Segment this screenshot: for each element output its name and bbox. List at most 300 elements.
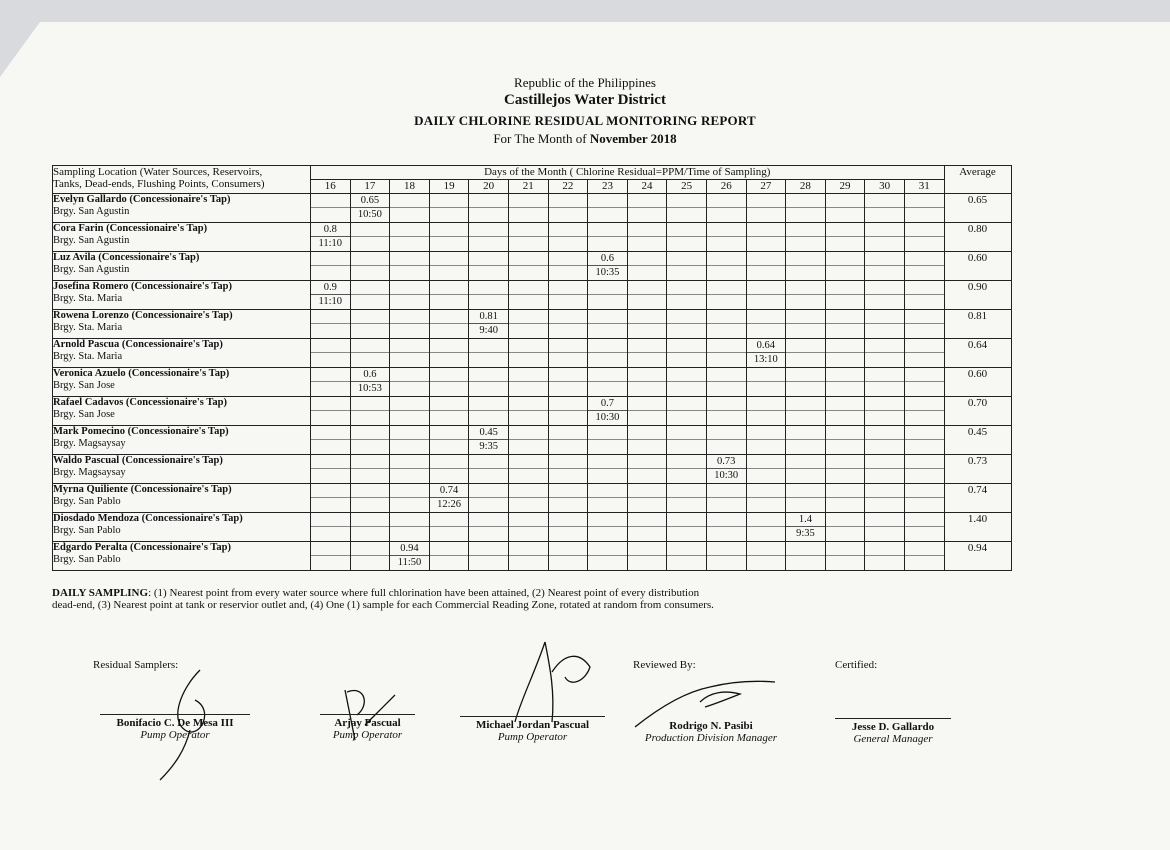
day-cell	[548, 368, 588, 397]
day-cell	[746, 339, 786, 368]
day-cell	[786, 542, 826, 571]
day-cell	[825, 194, 865, 223]
chlorine-value: 0.73	[717, 456, 736, 467]
day-cell	[429, 310, 469, 339]
table-row	[53, 252, 1012, 281]
day-cell	[311, 513, 351, 542]
sampling-location	[53, 368, 311, 397]
day-header: 21	[508, 180, 548, 194]
day-cell	[865, 455, 905, 484]
day-header: 17	[350, 180, 390, 194]
day-header: 19	[429, 180, 469, 194]
average-value: 0.60	[944, 252, 1011, 281]
day-cell	[706, 368, 746, 397]
day-cell	[825, 310, 865, 339]
day-cell	[865, 542, 905, 571]
day-cell	[429, 455, 469, 484]
day-cell	[588, 484, 628, 513]
day-cell	[627, 194, 667, 223]
day-cell	[508, 397, 548, 426]
day-cell	[667, 484, 707, 513]
day-cell	[904, 513, 944, 542]
day-cell	[865, 484, 905, 513]
day-cell	[548, 455, 588, 484]
day-cell	[350, 339, 390, 368]
sampling-location	[53, 223, 311, 252]
day-cell	[825, 252, 865, 281]
table-row	[53, 310, 1012, 339]
day-cell	[469, 513, 509, 542]
day-cell	[390, 455, 430, 484]
chlorine-value: 0.6	[363, 369, 377, 380]
day-cell	[627, 484, 667, 513]
day-cell	[469, 252, 509, 281]
consumer-name: Myrna Quiliente (Concessionaire's Tap)	[53, 484, 232, 495]
sampling-time: 10:30	[707, 468, 746, 483]
day-cell	[786, 513, 826, 542]
day-cell	[825, 484, 865, 513]
day-cell	[746, 194, 786, 223]
day-cell	[390, 426, 430, 455]
day-cell	[627, 368, 667, 397]
average-value: 0.74	[944, 484, 1011, 513]
day-cell	[588, 397, 628, 426]
day-cell	[429, 281, 469, 310]
day-cell	[706, 426, 746, 455]
day-cell	[311, 223, 351, 252]
day-cell	[429, 223, 469, 252]
barangay: Brgy. San Pablo	[53, 496, 121, 507]
day-cell	[865, 252, 905, 281]
barangay: Brgy. San Agustin	[53, 235, 130, 246]
day-cell	[429, 484, 469, 513]
day-cell	[429, 339, 469, 368]
signatory-de-mesa: Bonifacio C. De Mesa III Pump Operator	[100, 714, 250, 741]
day-cell	[627, 542, 667, 571]
day-cell	[508, 368, 548, 397]
day-cell	[390, 252, 430, 281]
day-cell	[469, 368, 509, 397]
day-cell	[627, 339, 667, 368]
barangay: Brgy. San Jose	[53, 409, 115, 420]
day-cell	[706, 455, 746, 484]
day-cell	[904, 310, 944, 339]
day-cell	[429, 513, 469, 542]
day-cell	[311, 310, 351, 339]
average-value: 0.80	[944, 223, 1011, 252]
chlorine-table	[52, 165, 1012, 571]
consumer-name: Diosdado Mendoza (Concessionaire's Tap)	[53, 513, 243, 524]
day-cell	[508, 426, 548, 455]
day-header: 27	[746, 180, 786, 194]
header-republic: Republic of the Philippines	[514, 75, 656, 90]
table-row	[53, 368, 1012, 397]
day-cell	[746, 513, 786, 542]
day-cell	[746, 223, 786, 252]
residual-samplers-label: Residual Samplers:	[93, 659, 179, 671]
day-cell	[311, 194, 351, 223]
day-cell	[865, 339, 905, 368]
day-header: 28	[786, 180, 826, 194]
barangay: Brgy. Sta. Maria	[53, 293, 123, 304]
day-header: 22	[548, 180, 588, 194]
sampling-time: 13:10	[747, 352, 786, 367]
day-cell	[588, 194, 628, 223]
day-header: 18	[390, 180, 430, 194]
consumer-name: Mark Pomecino (Concessionaire's Tap)	[53, 426, 229, 437]
consumer-name: Waldo Pascual (Concessionaire's Tap)	[53, 455, 223, 466]
day-cell	[469, 310, 509, 339]
sampling-location	[53, 542, 311, 571]
chlorine-value: 0.8	[323, 224, 337, 235]
day-cell	[311, 426, 351, 455]
day-cell	[746, 368, 786, 397]
day-cell	[904, 339, 944, 368]
days-column-header: Days of the Month ( Chlorine Residual=PPM/Time of Sampling)	[311, 166, 945, 180]
day-cell	[548, 542, 588, 571]
barangay: Brgy. Sta. Maria	[53, 322, 123, 333]
sampling-location	[53, 194, 311, 223]
day-cell	[350, 542, 390, 571]
day-cell	[508, 542, 548, 571]
chlorine-value: 0.74	[439, 485, 459, 496]
consumer-name: Evelyn Gallardo (Concessionaire's Tap)	[53, 194, 231, 205]
sampling-time: 12:26	[430, 497, 469, 512]
consumer-name: Rafael Cadavos (Concessionaire's Tap)	[53, 397, 227, 408]
day-cell	[588, 310, 628, 339]
day-cell	[786, 397, 826, 426]
day-cell	[429, 542, 469, 571]
day-cell	[469, 455, 509, 484]
average-value: 0.60	[944, 368, 1011, 397]
day-cell	[865, 426, 905, 455]
day-cell	[904, 426, 944, 455]
day-cell	[588, 339, 628, 368]
day-header: 23	[588, 180, 628, 194]
table-row	[53, 542, 1012, 571]
signatory-michael: Michael Jordan Pascual Pump Operator	[460, 716, 605, 743]
day-cell	[865, 310, 905, 339]
day-cell	[904, 281, 944, 310]
day-cell	[825, 397, 865, 426]
location-column-header: Sampling Location (Water Sources, Reservoirs, Tanks, Dead-ends, Flushing Points, Consumers)	[53, 166, 311, 194]
day-cell	[350, 455, 390, 484]
sampling-time: 10:35	[588, 265, 627, 280]
day-cell	[904, 484, 944, 513]
day-cell	[667, 426, 707, 455]
header-district: Castillejos Water District	[504, 92, 666, 108]
day-cell	[786, 455, 826, 484]
table-row	[53, 223, 1012, 252]
day-cell	[667, 397, 707, 426]
report-title: DAILY CHLORINE RESIDUAL MONITORING REPORT	[414, 113, 756, 128]
table-row	[53, 397, 1012, 426]
day-cell	[825, 339, 865, 368]
day-cell	[390, 397, 430, 426]
day-cell	[786, 223, 826, 252]
day-cell	[469, 397, 509, 426]
table-row	[53, 339, 1012, 368]
day-cell	[786, 252, 826, 281]
day-cell	[825, 281, 865, 310]
day-cell	[825, 426, 865, 455]
sampling-location	[53, 397, 311, 426]
day-cell	[865, 368, 905, 397]
signature-line	[460, 716, 605, 717]
day-cell	[627, 252, 667, 281]
day-cell	[548, 426, 588, 455]
day-cell	[865, 397, 905, 426]
day-cell	[865, 513, 905, 542]
day-cell	[627, 426, 667, 455]
day-cell	[904, 455, 944, 484]
consumer-name: Arnold Pascua (Concessionaire's Tap)	[53, 339, 223, 350]
day-cell	[508, 513, 548, 542]
day-cell	[706, 252, 746, 281]
day-cell	[588, 426, 628, 455]
day-header: 30	[865, 180, 905, 194]
day-cell	[588, 455, 628, 484]
table-row	[53, 484, 1012, 513]
day-cell	[865, 281, 905, 310]
barangay: Brgy. Sta. Maria	[53, 351, 123, 362]
day-cell	[548, 339, 588, 368]
day-cell	[825, 368, 865, 397]
day-cell	[746, 426, 786, 455]
day-cell	[627, 513, 667, 542]
day-cell	[508, 455, 548, 484]
table-row	[53, 426, 1012, 455]
day-cell	[350, 484, 390, 513]
day-cell	[627, 281, 667, 310]
day-cell	[904, 542, 944, 571]
day-cell	[311, 455, 351, 484]
day-cell	[350, 252, 390, 281]
day-cell	[706, 281, 746, 310]
sampling-time: 9:35	[469, 439, 508, 454]
sampling-location	[53, 310, 311, 339]
day-cell	[311, 484, 351, 513]
day-cell	[469, 542, 509, 571]
day-cell	[469, 281, 509, 310]
day-cell	[825, 542, 865, 571]
day-cell	[508, 484, 548, 513]
day-cell	[627, 455, 667, 484]
day-header: 31	[904, 180, 944, 194]
day-cell	[508, 223, 548, 252]
sampling-time: 9:35	[786, 526, 825, 541]
barangay: Brgy. San Pablo	[53, 525, 121, 536]
day-cell	[825, 223, 865, 252]
day-cell	[746, 397, 786, 426]
day-cell	[588, 368, 628, 397]
day-cell	[390, 484, 430, 513]
sampling-location	[53, 252, 311, 281]
signature-line	[100, 714, 250, 715]
day-cell	[548, 194, 588, 223]
table-row	[53, 194, 1012, 223]
day-cell	[469, 484, 509, 513]
day-cell	[548, 397, 588, 426]
day-cell	[350, 310, 390, 339]
day-cell	[667, 252, 707, 281]
day-header: 25	[667, 180, 707, 194]
day-cell	[746, 542, 786, 571]
table-row	[53, 281, 1012, 310]
day-cell	[548, 281, 588, 310]
day-cell	[667, 310, 707, 339]
day-cell	[390, 223, 430, 252]
day-cell	[786, 194, 826, 223]
day-cell	[904, 397, 944, 426]
day-cell	[469, 339, 509, 368]
daily-sampling-note: DAILY SAMPLING: (1) Nearest point from every water source where full chlorination have been attained, (2) Nearest point of every distribution dead-end, (3) Nearest point at tank or reservior outlet and, (4) One (1) sample for each Commercial Reading Zone, rotated at random from consumers.	[52, 587, 714, 611]
day-cell	[311, 397, 351, 426]
day-cell	[865, 223, 905, 252]
day-cell	[350, 513, 390, 542]
day-cell	[746, 281, 786, 310]
day-header: 16	[311, 180, 351, 194]
day-cell	[786, 426, 826, 455]
day-cell	[786, 281, 826, 310]
chlorine-value: 0.9	[323, 282, 337, 293]
day-cell	[667, 513, 707, 542]
report-month: For The Month of November 2018	[493, 131, 677, 146]
day-cell	[429, 194, 469, 223]
sampling-time: 10:50	[351, 207, 390, 222]
day-cell	[390, 368, 430, 397]
day-cell	[786, 368, 826, 397]
day-cell	[786, 339, 826, 368]
day-cell	[706, 223, 746, 252]
chlorine-value: 0.6	[600, 253, 615, 264]
day-cell	[706, 397, 746, 426]
table-row	[53, 513, 1012, 542]
day-cell	[548, 513, 588, 542]
day-cell	[588, 542, 628, 571]
chlorine-value: 0.65	[360, 195, 380, 206]
day-cell	[588, 252, 628, 281]
sampling-time: 9:40	[469, 323, 508, 338]
day-cell	[786, 310, 826, 339]
sampling-location	[53, 339, 311, 368]
barangay: Brgy. San Agustin	[53, 264, 130, 275]
average-value: 0.73	[944, 455, 1011, 484]
sampling-location	[53, 426, 311, 455]
day-cell	[311, 339, 351, 368]
day-header: 20	[469, 180, 509, 194]
average-value: 0.65	[944, 194, 1011, 223]
day-cell	[350, 368, 390, 397]
day-cell	[311, 281, 351, 310]
day-cell	[667, 339, 707, 368]
day-cell	[390, 339, 430, 368]
day-cell	[311, 368, 351, 397]
day-cell	[350, 223, 390, 252]
average-value: 0.94	[944, 542, 1011, 571]
day-cell	[667, 368, 707, 397]
day-cell	[627, 223, 667, 252]
day-cell	[350, 281, 390, 310]
sampling-time: 10:53	[351, 381, 390, 396]
day-cell	[746, 484, 786, 513]
sampling-time: 10:30	[588, 410, 627, 425]
day-cell	[786, 484, 826, 513]
consumer-name: Cora Farin (Concessionaire's Tap)	[53, 223, 208, 234]
barangay: Brgy. Magsaysay	[53, 467, 126, 478]
day-cell	[667, 542, 707, 571]
day-cell	[311, 252, 351, 281]
consumer-name: Josefina Romero (Concessionaire's Tap)	[53, 281, 232, 292]
day-cell	[429, 426, 469, 455]
average-value: 0.81	[944, 310, 1011, 339]
day-cell	[746, 310, 786, 339]
day-cell	[390, 194, 430, 223]
day-cell	[904, 194, 944, 223]
day-header: 29	[825, 180, 865, 194]
sampling-location	[53, 281, 311, 310]
day-cell	[825, 513, 865, 542]
sampling-location	[53, 513, 311, 542]
average-value: 0.64	[944, 339, 1011, 368]
day-header: 26	[706, 180, 746, 194]
average-column-header: Average	[944, 166, 1011, 194]
day-cell	[667, 194, 707, 223]
barangay: Brgy. San Agustin	[53, 206, 130, 217]
day-header: 24	[627, 180, 667, 194]
barangay: Brgy. Magsaysay	[53, 438, 126, 449]
day-cell	[667, 223, 707, 252]
average-value: 0.90	[944, 281, 1011, 310]
day-cell	[904, 252, 944, 281]
day-cell	[311, 542, 351, 571]
chlorine-value: 1.4	[798, 514, 812, 525]
day-cell	[904, 223, 944, 252]
day-cell	[429, 397, 469, 426]
signature-line	[835, 718, 951, 719]
average-value: 1.40	[944, 513, 1011, 542]
sampling-location	[53, 455, 311, 484]
day-cell	[706, 484, 746, 513]
sampling-time: 11:50	[390, 555, 429, 570]
day-cell	[904, 368, 944, 397]
day-cell	[469, 426, 509, 455]
chlorine-value: 0.81	[479, 311, 498, 322]
day-cell	[508, 339, 548, 368]
day-cell	[469, 223, 509, 252]
day-cell	[667, 281, 707, 310]
day-cell	[706, 339, 746, 368]
chlorine-value: 0.7	[600, 398, 615, 409]
day-cell	[350, 194, 390, 223]
consumer-name: Rowena Lorenzo (Concessionaire's Tap)	[53, 310, 233, 321]
day-cell	[469, 194, 509, 223]
average-value: 0.45	[944, 426, 1011, 455]
day-cell	[865, 194, 905, 223]
consumer-name: Luz Avila (Concessionaire's Tap)	[53, 252, 200, 263]
consumer-name: Edgardo Peralta (Concessionaire's Tap)	[53, 542, 232, 553]
day-cell	[627, 310, 667, 339]
day-cell	[350, 426, 390, 455]
day-cell	[390, 310, 430, 339]
day-cell	[548, 310, 588, 339]
day-cell	[508, 281, 548, 310]
day-cell	[548, 252, 588, 281]
day-cell	[706, 194, 746, 223]
signatory-arjay: Arjay Pascual Pump Operator	[320, 714, 415, 741]
signature-line	[320, 714, 415, 715]
day-cell	[429, 368, 469, 397]
